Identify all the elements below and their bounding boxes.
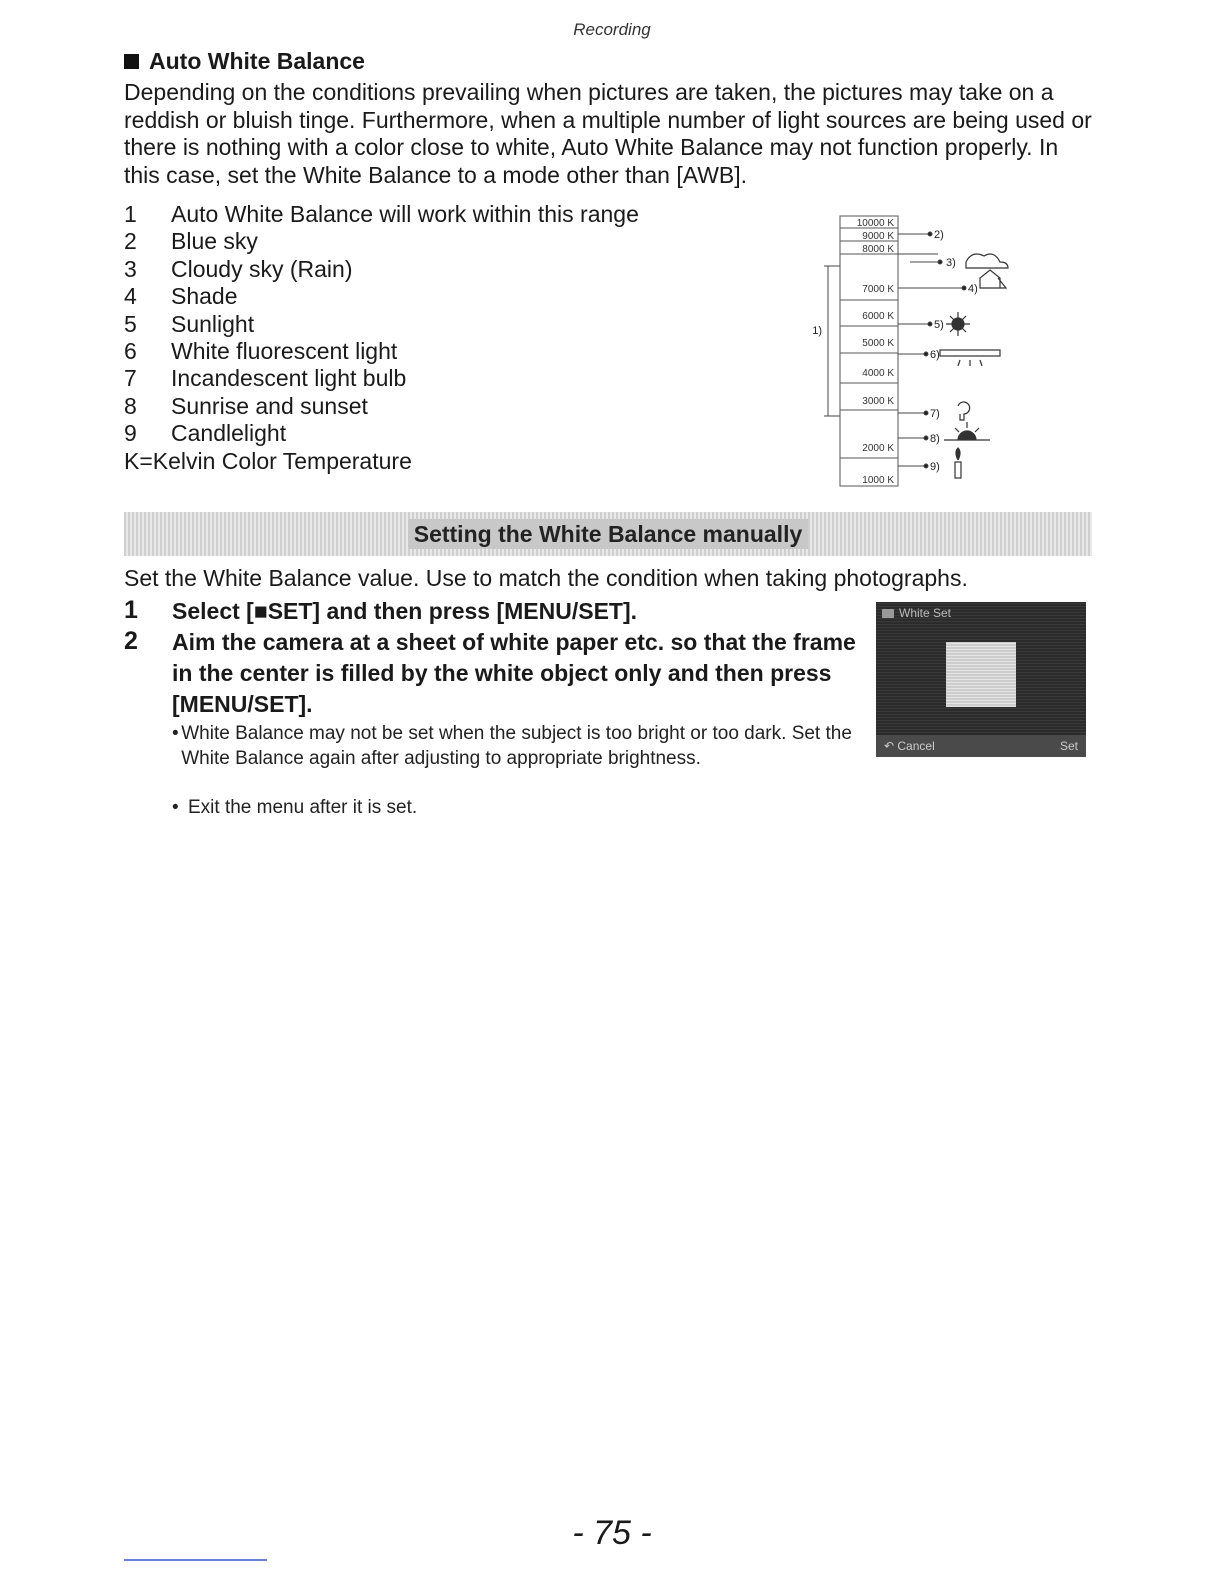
marker-8: 8)	[930, 433, 940, 445]
scale-label: 7000 K	[862, 284, 894, 295]
step-2	[124, 627, 872, 720]
note-item	[172, 722, 872, 771]
legend-item	[124, 256, 639, 283]
footer-rule	[124, 1559, 267, 1561]
scale-label: 9000 K	[862, 231, 894, 242]
lcd-footer	[876, 735, 1086, 757]
marker-7: 7)	[930, 408, 940, 420]
legend-item	[124, 228, 639, 255]
camera-lcd-screenshot	[876, 602, 1086, 757]
intro-paragraph: Depending on the conditions prevailing when pictures are taken, the pictures may take on a reddish or bluish tinge. Furthermore, when a multiple number of light sources are being used or there is nothing with a color close to white, Auto White Balance may not function properly. In this case, set the White Balance to a mode other than [AWB].	[124, 79, 1092, 188]
legend-label: Candlelight	[171, 420, 287, 447]
marker-5: 5)	[934, 319, 944, 331]
legend-item	[124, 393, 639, 420]
note-item	[172, 796, 872, 821]
step-text: Select [■SET] and then press [MENU/SET].	[172, 598, 638, 624]
shade-house-icon	[980, 270, 1006, 288]
legend-label: Sunrise and sunset	[171, 392, 368, 419]
note-text: White Balance may not be set when the subject is too bright or too dark. Set the White Balance again after adjusting to appropriate brightness.	[181, 723, 852, 769]
lcd-cancel-label: ↶ Cancel	[884, 739, 935, 753]
note-text: Exit the menu after it is set.	[188, 797, 418, 818]
lcd-cancel-text: Cancel	[897, 739, 935, 753]
legend-item	[124, 420, 639, 447]
legend-label: Sunlight	[171, 310, 255, 337]
page-number: - 75 -	[572, 1514, 652, 1552]
kelvin-note: K=Kelvin Color Temperature	[124, 447, 412, 474]
bullet-dot-icon: •	[172, 797, 179, 818]
color-temperature-diagram	[810, 208, 1030, 493]
section-title	[124, 48, 365, 75]
step-number: 1	[124, 596, 138, 624]
lcd-title	[882, 606, 951, 620]
step-1	[124, 596, 872, 627]
legend-number: 6	[124, 337, 137, 364]
fluorescent-light-icon	[940, 350, 1000, 366]
lcd-set-label: Set	[1059, 739, 1078, 753]
step-text: Aim the camera at a sheet of white paper etc. so that the frame in the center is filled by the white object only and then press [MENU/SET].	[172, 629, 856, 717]
legend-label: Incandescent light bulb	[171, 365, 407, 392]
sunset-icon	[944, 422, 990, 440]
white-target-frame	[946, 642, 1016, 707]
bullet-dot-icon: •	[172, 723, 179, 744]
scale-label: 2000 K	[862, 443, 894, 454]
manual-intro: Set the White Balance value. Use to match the condition when taking photographs.	[124, 565, 968, 591]
legend-number: 7	[124, 365, 137, 392]
banner-title: Setting the White Balance manually	[408, 519, 809, 549]
marker-6: 6)	[930, 349, 940, 361]
page-header: Recording	[573, 20, 651, 39]
legend-number: 3	[124, 255, 137, 282]
lcd-title-text: White Set	[899, 606, 952, 620]
candle-icon	[955, 448, 961, 478]
legend-item	[124, 365, 639, 392]
legend-item	[124, 311, 639, 338]
cloud-icon	[966, 254, 1008, 268]
light-bulb-icon	[958, 402, 970, 420]
legend-item	[124, 338, 639, 365]
legend-number: 1	[124, 201, 137, 227]
section-title-text: Auto White Balance	[149, 48, 365, 74]
legend-number: 5	[124, 310, 137, 337]
marker-1: 1)	[812, 325, 822, 337]
legend-label: White fluorescent light	[171, 337, 398, 364]
marker-4: 4)	[968, 283, 978, 295]
scale-label: 8000 K	[862, 244, 894, 255]
legend-number: 2	[124, 228, 137, 255]
white-set-icon	[882, 609, 894, 618]
marker-3: 3)	[946, 257, 956, 269]
step-number: 2	[124, 627, 138, 655]
marker-9: 9)	[930, 461, 940, 473]
legend-item	[124, 201, 639, 228]
scale-label: 1000 K	[862, 475, 894, 486]
legend-label: Cloudy sky (Rain)	[171, 255, 353, 282]
legend-number: 8	[124, 392, 137, 419]
marker-2: 2)	[934, 229, 944, 241]
scale-label: 6000 K	[862, 311, 894, 322]
scale-ticks	[840, 218, 898, 486]
legend-label: Shade	[171, 283, 238, 310]
sun-icon	[946, 312, 970, 336]
manual-section-banner	[124, 512, 1092, 556]
legend-number: 4	[124, 283, 137, 310]
scale-label: 4000 K	[862, 368, 894, 379]
scale-label: 10000 K	[856, 218, 894, 229]
scale-label: 3000 K	[862, 396, 894, 407]
square-bullet-icon	[124, 54, 139, 69]
legend-item	[124, 283, 639, 310]
legend-list	[124, 201, 639, 475]
legend-number: 9	[124, 420, 137, 447]
awb-range-bracket	[812, 266, 840, 416]
legend-label: Blue sky	[171, 228, 258, 255]
scale-label: 5000 K	[862, 338, 894, 349]
legend-label: Auto White Balance will work within this range	[171, 201, 639, 227]
